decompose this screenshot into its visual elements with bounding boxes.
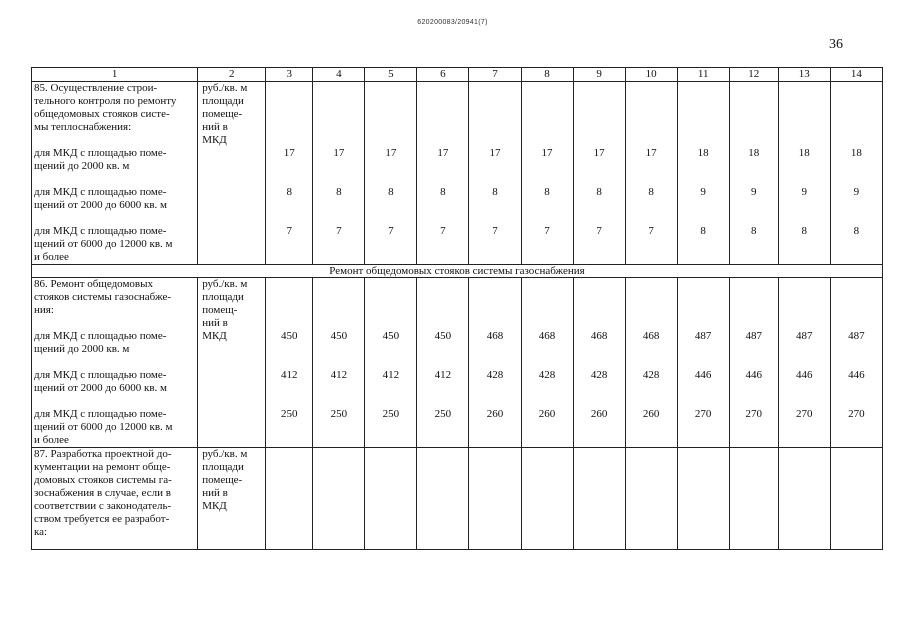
value: 270	[796, 408, 813, 420]
value: 18	[798, 147, 810, 159]
value: 450	[330, 330, 348, 342]
col-header: 5	[365, 68, 417, 82]
sub-label-line: для МКД с площадью поме-	[34, 408, 167, 420]
value-cell	[625, 278, 677, 448]
value-cell	[573, 448, 625, 550]
value-cell	[313, 82, 365, 265]
value-cell	[778, 278, 830, 448]
value-cell	[365, 278, 417, 448]
value: 17	[489, 147, 501, 159]
unit-line: площади	[202, 461, 244, 473]
value: 17	[541, 147, 553, 159]
value: 428	[642, 369, 660, 381]
value-cell	[417, 278, 469, 448]
value-cell	[729, 448, 778, 550]
value: 428	[538, 369, 556, 381]
value-cell	[521, 278, 573, 448]
section-title: Ремонт общедомовых стояков системы газоснабжения	[32, 265, 883, 278]
value: 9	[801, 186, 807, 198]
row-title-line: ством требуется ее разработ-	[34, 513, 170, 525]
value-cell	[521, 82, 573, 265]
value: 17	[283, 147, 295, 159]
value: 250	[281, 408, 298, 420]
value: 8	[648, 186, 654, 198]
sub-label-line: для МКД с площадью поме-	[34, 186, 167, 198]
value: 412	[434, 369, 452, 381]
unit-line: ний в	[202, 487, 228, 499]
value-cell	[417, 82, 469, 265]
value: 450	[434, 330, 452, 342]
column-number-row	[32, 68, 883, 82]
row-title-line: кументации на ремонт обще-	[34, 461, 171, 473]
value-cell	[417, 448, 469, 550]
value: 468	[538, 330, 556, 342]
value: 8	[750, 225, 757, 237]
value-cell	[778, 82, 830, 265]
value: 468	[642, 330, 660, 342]
col-header: 8	[521, 68, 573, 82]
value: 17	[645, 147, 657, 159]
row-title-line: мы теплоснабжения:	[34, 121, 132, 133]
value: 17	[593, 147, 605, 159]
value: 446	[745, 369, 762, 381]
row-title-line: зоснабжения в случае, если в	[34, 487, 171, 499]
col-header: 9	[573, 68, 625, 82]
value-cell	[677, 278, 729, 448]
value: 18	[697, 147, 709, 159]
row-title-line: соответствии с законодатель-	[34, 500, 172, 512]
value: 8	[492, 186, 498, 198]
row-title-line: 86. Ремонт общедомовых	[34, 278, 153, 290]
value: 260	[642, 408, 660, 420]
sub-label-line: щений от 2000 до 6000 кв. м	[34, 199, 168, 211]
unit-line: площади	[202, 291, 244, 303]
value: 450	[382, 330, 400, 342]
value: 446	[796, 369, 813, 381]
value: 9	[700, 186, 706, 198]
value: 7	[544, 225, 550, 237]
value: 412	[330, 369, 348, 381]
value: 7	[492, 225, 498, 237]
value: 412	[382, 369, 400, 381]
row-label-cell	[32, 278, 198, 448]
value: 7	[286, 225, 293, 237]
value-cell	[469, 448, 521, 550]
value: 428	[486, 369, 504, 381]
sub-label-line: для МКД с площадью поме-	[34, 369, 167, 381]
value-cell	[677, 448, 729, 550]
value-cell	[313, 448, 365, 550]
value: 450	[281, 330, 298, 342]
col-header: 12	[729, 68, 778, 82]
value: 250	[330, 408, 348, 420]
unit-cell	[198, 82, 266, 265]
value: 7	[648, 225, 654, 237]
value: 8	[801, 225, 807, 237]
value-cell	[778, 448, 830, 550]
value: 487	[745, 330, 762, 342]
value-cell	[469, 82, 521, 265]
unit-cell	[198, 278, 266, 448]
sub-label-line: щений до 2000 кв. м	[34, 343, 130, 355]
value-cell	[521, 448, 573, 550]
sub-label-line: для МКД с площадью поме-	[34, 330, 167, 342]
value-cell	[625, 82, 677, 265]
value: 18	[850, 147, 862, 159]
value: 260	[590, 408, 608, 420]
value: 260	[486, 408, 504, 420]
value: 9	[853, 186, 860, 198]
value: 8	[853, 225, 860, 237]
row-title-line: 87. Разработка проектной до-	[34, 448, 172, 460]
value: 17	[333, 147, 345, 159]
value: 8	[544, 186, 550, 198]
value-cell	[729, 278, 778, 448]
unit-line: руб./кв. м	[202, 82, 248, 94]
value-cell	[469, 278, 521, 448]
sub-label-line: для МКД с площадью поме-	[34, 147, 167, 159]
section-header-row	[32, 265, 883, 278]
unit-line: ний в	[202, 121, 228, 133]
row-title-line: тельного контроля по ремонту	[34, 95, 177, 107]
sub-label-line: щений от 6000 до 12000 кв. м	[34, 421, 173, 433]
value: 270	[745, 408, 762, 420]
col-header: 3	[266, 68, 313, 82]
row-title-line: общедомовых стояков систе-	[34, 108, 170, 120]
value: 7	[440, 225, 446, 237]
page-number: 36	[829, 37, 843, 52]
value: 8	[336, 186, 342, 198]
sub-label-line: щений от 6000 до 12000 кв. м	[34, 238, 173, 250]
tariff-table	[31, 67, 883, 550]
value-cell	[830, 82, 882, 265]
value-cell	[266, 82, 313, 265]
sub-label-line: и более	[34, 251, 69, 263]
sub-label-line: щений до 2000 кв. м	[34, 160, 130, 172]
value: 270	[694, 408, 712, 420]
value: 8	[286, 186, 293, 198]
value: 8	[596, 186, 602, 198]
unit-line: МКД	[202, 330, 227, 342]
value-cell	[830, 278, 882, 448]
value: 18	[748, 147, 760, 159]
value: 487	[694, 330, 712, 342]
document-id: 620200083/20941(7)	[417, 19, 488, 26]
col-header: 6	[417, 68, 469, 82]
unit-line: ний в	[202, 317, 228, 329]
value: 468	[486, 330, 504, 342]
unit-line: руб./кв. м	[202, 448, 248, 460]
value-cell	[266, 448, 313, 550]
unit-line: площади	[202, 95, 244, 107]
col-header: 11	[677, 68, 729, 82]
table-row-87	[32, 448, 883, 550]
row-title-line: домовых стояков системы га-	[34, 474, 172, 486]
value: 412	[281, 369, 298, 381]
row-title-line: ния:	[34, 304, 54, 316]
value: 446	[848, 369, 865, 381]
value-cell	[625, 448, 677, 550]
value: 428	[590, 369, 608, 381]
unit-cell	[198, 448, 266, 550]
value-cell	[365, 82, 417, 265]
value: 446	[694, 369, 712, 381]
value: 17	[437, 147, 449, 159]
row-title-line: стояков системы газоснабже-	[34, 291, 171, 303]
col-header: 1	[32, 68, 198, 82]
value: 270	[848, 408, 865, 420]
value: 487	[848, 330, 865, 342]
value-cell	[573, 278, 625, 448]
unit-line: помеще-	[202, 108, 243, 120]
table-row-85	[32, 82, 883, 265]
col-header: 7	[469, 68, 521, 82]
value: 17	[385, 147, 397, 159]
value-cell	[729, 82, 778, 265]
value-cell	[830, 448, 882, 550]
unit-line: руб./кв. м	[202, 278, 248, 290]
col-header: 14	[830, 68, 882, 82]
value: 250	[434, 408, 452, 420]
value: 7	[336, 225, 342, 237]
value: 468	[590, 330, 608, 342]
unit-line: МКД	[202, 134, 227, 146]
value-cell	[677, 82, 729, 265]
value: 250	[382, 408, 400, 420]
col-header: 4	[313, 68, 365, 82]
row-title-line: 85. Осуществление строи-	[34, 82, 158, 94]
row-label-cell	[32, 82, 198, 265]
sub-label-line: и более	[34, 434, 69, 446]
row-title-line: ка:	[34, 526, 48, 538]
table-row-86	[32, 278, 883, 448]
value: 487	[796, 330, 813, 342]
col-header: 2	[198, 68, 266, 82]
value-cell	[313, 278, 365, 448]
value: 260	[538, 408, 556, 420]
sub-label-line: щений от 2000 до 6000 кв. м	[34, 382, 168, 394]
value-cell	[573, 82, 625, 265]
row-label-cell	[32, 448, 198, 550]
value: 9	[750, 186, 757, 198]
value: 7	[388, 225, 394, 237]
value-cell	[365, 448, 417, 550]
sub-label-line: для МКД с площадью поме-	[34, 225, 167, 237]
col-header: 13	[778, 68, 830, 82]
value: 8	[388, 186, 394, 198]
value-cell	[266, 278, 313, 448]
value: 7	[596, 225, 602, 237]
value: 8	[440, 186, 446, 198]
unit-line: помеще-	[202, 474, 243, 486]
unit-line: МКД	[202, 500, 227, 512]
unit-line: помещ-	[202, 304, 238, 316]
value: 8	[700, 225, 706, 237]
col-header: 10	[625, 68, 677, 82]
